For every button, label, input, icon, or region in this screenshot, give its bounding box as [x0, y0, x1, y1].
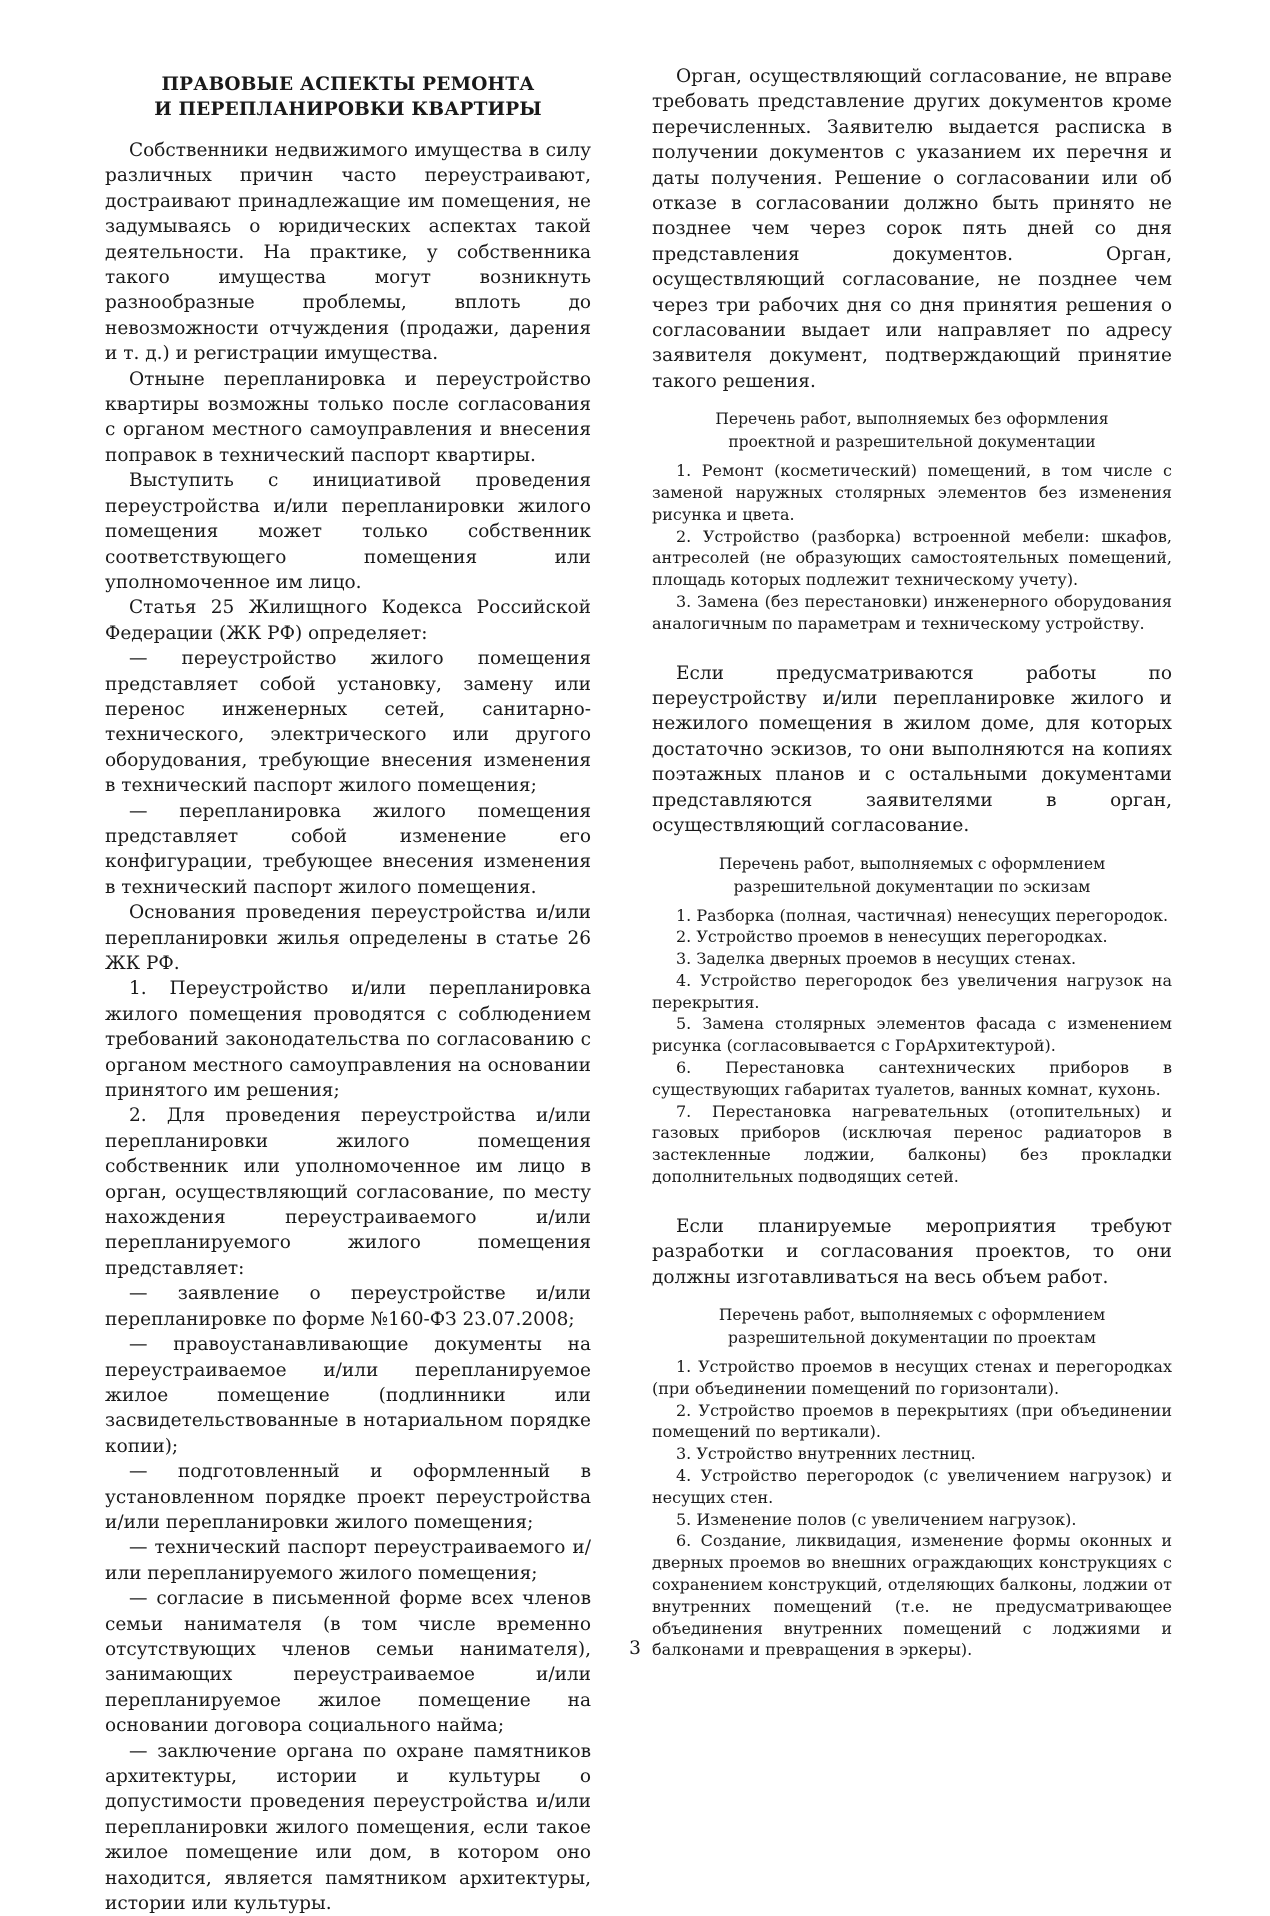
page-title [105, 72, 591, 122]
list-title-line: разрешительной документации по эскизам [733, 877, 1091, 896]
paragraph: — правоустанавливающие документы на переустраиваемое и/или перепланируемое жилое помещение (подлинники или засвидетельствованные в нотариальном порядке копии); [105, 1334, 591, 1457]
paragraph: Основания проведения переустройства и/или перепланировки жилья определены в статье 26 ЖК РФ. [105, 902, 591, 974]
paragraph: Если планируемые мероприятия требуют разработки и согласования проектов, то они должны изготавливаться на весь объем работ. [652, 1215, 1172, 1288]
list-title [652, 1304, 1172, 1350]
list-title [652, 408, 1172, 454]
right-column [652, 64, 1172, 1661]
list-title-line: Перечень работ, выполняемых без оформления [715, 410, 1109, 429]
list-item: 1. Разборка (полная, частичная) ненесущих перегородок. [676, 905, 1169, 925]
paragraph: 1. Переустройство и/или перепланировка жилого помещения проводятся с соблюдением требований законодательства по согласованию с органом местного самоуправления на основании принятого им решения; [105, 978, 591, 1102]
paragraph: — заявление о переустройстве и/или перепланировке по форме №160-ФЗ 23.07.2008; [105, 1283, 591, 1330]
paragraph: Орган, осуществляющий согласование, не вправе требовать представление других документов кроме перечисленных. Заявителю выдается расписка в получении документов с указанием их перечня и даты получения. Решение о согласовании или об отказе в согласовании должно быть принято не позднее чем через сорок пять дней со дня представления документов. Орган, осуществляющий согласование, не позднее чем через три рабочих дня со дня принятия решения о согласовании выдает или направляет по адресу заявителя документ, подтверждающий принятие такого решения. [652, 66, 1172, 392]
paragraph: — согласие в письменной форме всех членов семьи нанимателя (в том числе временно отсутствующих членов семьи нанимателя), занимающих переустраиваемое и/или перепланируемое жилое помещение на основании договора социального найма; [105, 1588, 591, 1737]
list-title-line: разрешительной документации по проектам [728, 1329, 1096, 1348]
paragraph: — технический паспорт переустраиваемого и/или перепланируемого жилого помещения; [105, 1537, 591, 1584]
list-item: 5. Изменение полов (с увеличением нагрузок). [676, 1509, 1077, 1529]
title-line: И ПЕРЕПЛАНИРОВКИ КВАРТИРЫ [154, 99, 542, 120]
paragraph: — заключение органа по охране памятников архитектуры, истории и культуры о допустимости проведения переустройства и/или перепланировки жилого помещения, если такое жилое помещение или дом, в котором оно находится, является памятником архитектуры, истории или культуры. [105, 1740, 591, 1915]
list-item: 7. Перестановка нагревательных (отопительных) и газовых приборов (исключая перенос радиаторов в застекленные лоджии, балконы) без прокладки дополнительных подводящих сетей. [652, 1101, 1172, 1187]
list-item: 3. Замена (без перестановки) инженерного оборудования аналогичным по параметрам и техническому устройству. [652, 592, 1172, 633]
list-title [652, 853, 1172, 899]
list-title-line: Перечень работ, выполняемых с оформлением [718, 1306, 1106, 1325]
page-number: 3 [629, 1638, 641, 1659]
paragraph: Собственники недвижимого имущества в силу различных причин часто переустраивают, достраивают принадлежащие им помещения, не задумываясь о юридических аспектах такой деятельности. На практике, у собственника такого имущества могут возникнуть разнообразные проблемы, вплоть до невозможности отчуждения (продажи, дарения и т. д.) и регистрации имущества. [105, 140, 591, 365]
list-item: 1. Ремонт (косметический) помещений, в том числе с заменой наружных столярных элементов без изменения рисунка и цвета. [652, 461, 1172, 524]
list-item: 1. Устройство проемов в несущих стенах и перегородках (при объединении помещений по горизонтали). [652, 1357, 1172, 1398]
list-title-line: проектной и разрешительной документации [728, 433, 1096, 452]
paragraph: 2. Для проведения переустройства и/или перепланировки жилого помещения собственник или уполномоченное им лицо в орган, осуществляющий согласование, по месту нахождения переустраиваемого и/или перепланируемого жилого помещения представляет: [105, 1105, 591, 1279]
paragraph: Статья 25 Жилищного Кодекса Российской Федерации (ЖК РФ) определяет: [105, 597, 591, 644]
paragraph: Отныне перепланировка и переустройство квартиры возможны только после согласования с органом местного самоуправления и внесения поправок в технический паспорт квартиры. [105, 368, 591, 466]
list-item: 2. Устройство проемов в перекрытиях (при объединении помещений по вертикали). [652, 1400, 1172, 1442]
list-item: 2. Устройство (разборка) встроенной мебели: шкафов, антресолей (не образующих самостоятельных помещений, площадь которых подлежит техническому учету). [652, 526, 1172, 590]
paragraph: — переустройство жилого помещения представляет собой установку, замену или перенос инженерных сетей, санитарно-технического, электрического или другого оборудования, требующие внесения изменения в технический паспорт жилого помещения; [105, 648, 591, 797]
paragraph: — подготовленный и оформленный в установленном порядке проект переустройства и/или перепланировки жилого помещения; [105, 1461, 591, 1533]
paragraph: Если предусматриваются работы по переустройству и/или перепланировке жилого и нежилого помещения в жилом доме, для которых достаточно эскизов, то они выполняются на копиях поэтажных планов и с остальными документами представляются заявителями в орган, осуществляющий согласование. [652, 662, 1172, 837]
paragraph: Выступить с инициативой проведения переустройства и/или перепланировки жилого помещения может только собственник соответствующего помещения или уполномоченное им лицо. [105, 470, 591, 593]
list-item: 3. Устройство внутренних лестниц. [676, 1444, 976, 1464]
paragraph: — перепланировка жилого помещения представляет собой изменение его конфигурации, требующее внесения изменения в технический паспорт жилого помещения. [105, 800, 591, 898]
title-line: ПРАВОВЫЕ АСПЕКТЫ РЕМОНТА [161, 74, 535, 95]
list-title-line: Перечень работ, выполняемых с оформлением [718, 854, 1106, 873]
list-item: 6. Создание, ликвидация, изменение формы оконных и дверных проемов во внешних ограждающих конструкциях с сохранением конструкций, отделяющих балконы, лоджии от внутренних помещений (т.е. не предусматривающее объединения внутренних помещений с лоджиями и балконами и превращения в эркеры). [652, 1531, 1172, 1660]
list-item: 6. Перестановка сантехнических приборов в существующих габаритах туалетов, ванных комнат, кухонь. [652, 1058, 1172, 1099]
list-item: 4. Устройство перегородок (с увеличением нагрузок) и несущих стен. [652, 1466, 1172, 1507]
list-item: 4. Устройство перегородок без увеличения нагрузок на перекрытия. [652, 970, 1172, 1012]
list-item: 5. Замена столярных элементов фасада с изменением рисунка (согласовывается с ГорАрхитектурой). [652, 1014, 1172, 1056]
list-item: 2. Устройство проемов в ненесущих перегородках. [676, 927, 1108, 947]
list-item: 3. Заделка дверных проемов в несущих стенах. [676, 949, 1077, 969]
